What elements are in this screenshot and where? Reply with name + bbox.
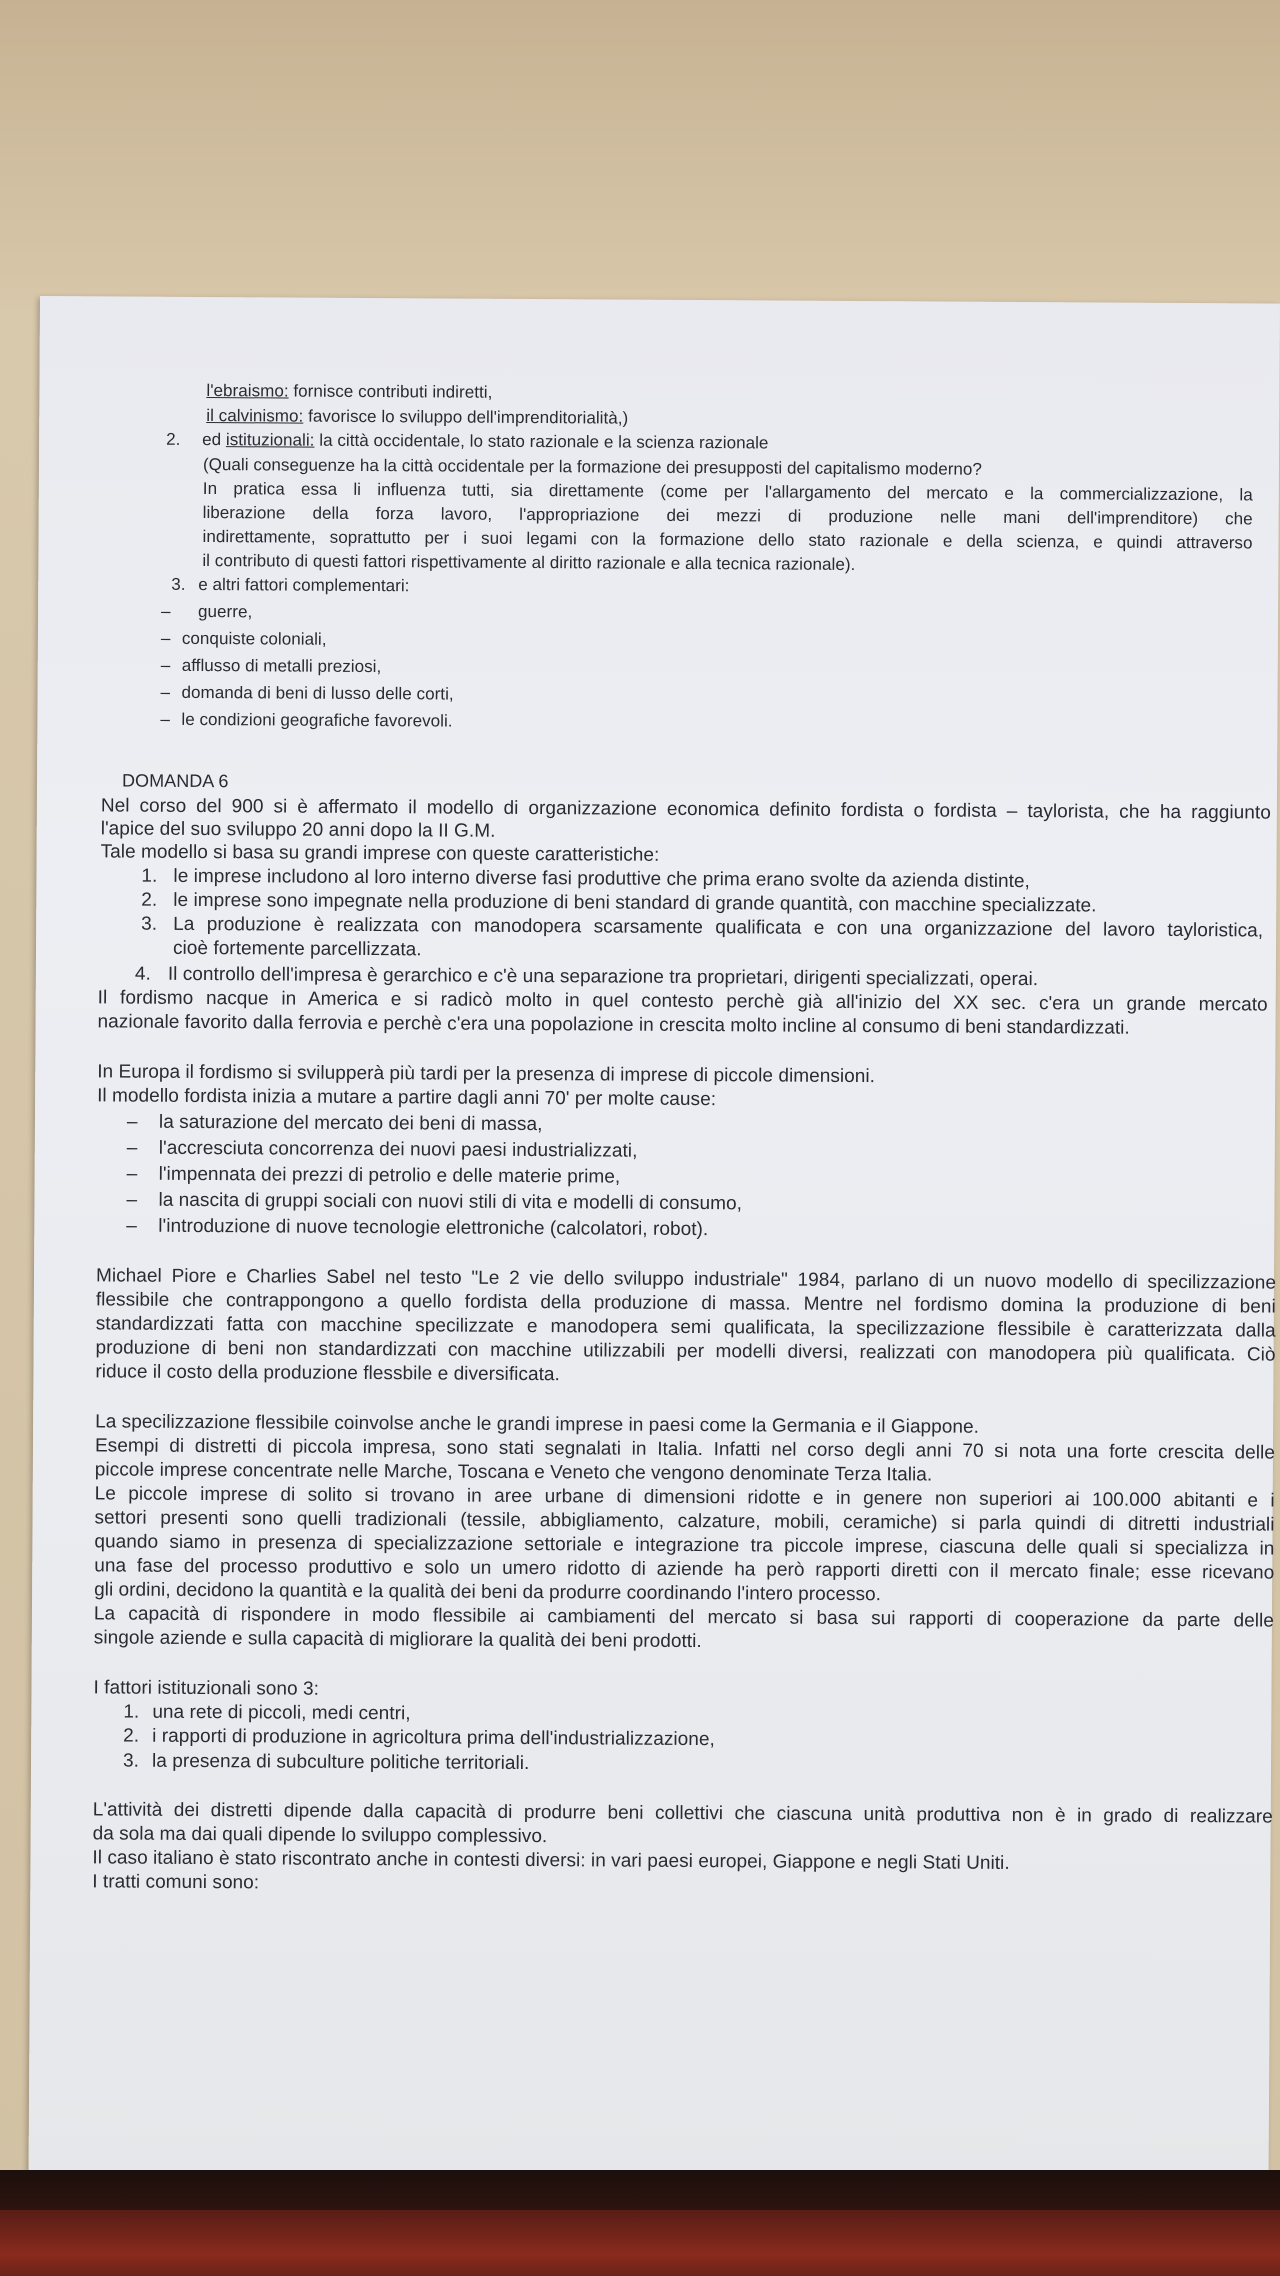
paragraph-line: riduce il costo della produzione flessbile e diversificata. [95,1361,560,1386]
ebraismo-text: fornisce contributi indiretti, [288,381,493,402]
paragraph-line: standardizzati fatta con macchine specilizzate e manodopera semi qualificata, la specilizzazione flessibile è caratterizzata dalla [95,1313,1276,1342]
paragraph-line: indirettamente, soprattutto per i suoi legami con la formazione dello stato razionale e della scienza, e quindi attraverso [202,526,1253,553]
dash-bullet: – [161,601,171,621]
paragraph-line: Nel corso del 900 si è affermato il modello di organizzazione economica definito fordista o fordista – taylorista, che ha raggiunto [100,795,1271,824]
paragraph-line: quando siamo in presenza di specializzazione settoriale e integrazione tra piccole imprese, ciascuna delle quali si specializza in [94,1531,1275,1560]
table-surface [0,2170,1280,2276]
institutional-item: una rete di piccoli, medi centri, [152,1701,411,1725]
paragraph-line: singole aziende e sulla capacità di migliorare la qualità dei beni prodotti. [93,1627,702,1653]
document-page [28,296,1280,2194]
paragraph-line: piccole imprese concentrate nelle Marche, Toscana e Veneto che vengono denominate Terza Italia. [94,1459,933,1486]
item-2-text: la città occidentale, lo stato razionale e la scienza razionale [314,430,769,453]
paragraph-line: Le piccole imprese di solito si trovano in aree urbane di dimensioni ridotte e in genere non superiori ai 100.000 abitanti e i [94,1483,1275,1512]
paragraph-line: liberazione della forza lavoro, l'appropriazione dei mezzi di produzione nelle mani dell'imprenditore) che [202,502,1253,529]
paragraph-line: il contributo di questi fattori rispettivamente al diritto razionale e alla tecnica razionale). [202,550,856,574]
paragraph-line: da sola ma dai quali dipende lo sviluppo complessivo. [92,1823,548,1848]
institutional-item: la presenza di subculture politiche territoriali. [151,1750,530,1775]
cause-item: l'introduzione di nuove tecnologie elettroniche (calcolatori, robot). [158,1215,709,1241]
institutional-number: 3. [122,1750,140,1772]
feature-number: 4. [134,963,151,985]
cause-item: l'impennata dei prezzi di petrolio e delle materie prime, [158,1163,621,1188]
paragraph-line: una fase del processo produttivo e solo un umero ridotto di aziende ha però rapporti diretti con il mercato finale; esse ricevano [94,1555,1275,1584]
item-3-text: e altri fattori complementari: [198,574,410,596]
item-2-prefix: ed [202,429,226,450]
institutional-item: i rapporti di produzione in agricoltura prima dell'industrializzazione, [152,1725,715,1751]
background-wall [0,0,1280,300]
factor-item: le condizioni geografiche favorevoli. [181,709,453,731]
institutional-number: 1. [123,1701,140,1723]
paragraph-line: (Quali conseguenze ha la città occidentale per la formazione dei presupposti del capitalismo moderno? [202,454,983,479]
calvinismo-text: favorisce lo sviluppo dell'imprenditorialità,) [303,406,629,428]
paragraph-line: In Europa il fordismo si svilupperà più tardi per la presenza di imprese di piccole dimensioni. [97,1061,876,1088]
paragraph-line: settori presenti sono quelli tradizionali (tessile, abbigliamento, calzature, mobili, ceramiche) si parla quindi di ditretti industriali [94,1507,1275,1536]
dash-bullet: – [160,682,171,702]
paragraph-line: In pratica essa li influenza tutti, sia direttamente (come per l'allargamento del mercato e la commercializzazione, la [202,478,1253,505]
feature-item-continued: cioè fortemente parcellizzata. [172,937,422,961]
paragraph-line: La specilizzazione flessibile coinvolse anche le grandi imprese in paesi come la Germania e il Giappone. [95,1411,980,1438]
dash-bullet: – [160,709,170,729]
item-2-line [202,428,768,454]
cause-item: la saturazione del mercato dei beni di massa, [158,1111,543,1136]
cause-item: l'accresciuta concorrenza dei nuovi paesi industrializzati, [158,1137,638,1162]
dash-bullet: – [160,655,171,675]
section-heading: I fattori istituzionali sono 3: [93,1677,320,1700]
paragraph-line: Tale modello si basa su grandi imprese con queste caratteristiche: [100,841,660,866]
feature-item: La produzione è realizzata con manodopera scarsamente qualificata e con una organizzazione del lavoro tayloristica, [173,913,1264,942]
calvinismo-term: il calvinismo: [206,406,304,426]
calvinismo-line [206,404,628,430]
factor-item: conquiste coloniali, [181,628,327,649]
factor-item: domanda di beni di lusso delle corti, [181,682,454,704]
paragraph-line: Il modello fordista inizia a mutare a partire dagli anni 70' per molte cause: [97,1085,717,1111]
item-2-number: 2. [166,429,181,449]
paragraph-line: Il fordismo nacque in America e si radicò molto in quel contesto perchè già all'inizio del XX sec. c'era un grande mercato [97,987,1268,1016]
dash-bullet: – [160,628,171,648]
feature-item: le imprese sono impegnate nella produzione di beni standard di grande quantità, con macchine specializzate. [173,889,1097,917]
paragraph-line: produzione di beni non standardizzati con macchine utilizzabili per modelli diversi, realizzati con manodopera più qualificata. Ciò [95,1337,1276,1366]
cause-item: la nascita di gruppi sociali con nuovi stili di vita e modelli di consumo, [158,1189,743,1215]
dash-bullet: – [126,1111,138,1133]
paragraph-line: gli ordini, decidono la quantità e la qualità dei beni da produrre coordinando l'intero processo. [94,1579,882,1606]
factor-item: guerre, [198,601,253,622]
item-2-term: istituzionali: [225,430,315,450]
dash-bullet: – [126,1189,138,1211]
paragraph-line: Michael Piore e Charlies Sabel nel testo "Le 2 vie dello sviluppo industriale" 1984, parlano di un nuovo modello di specilizzazione [95,1265,1277,1294]
ebraismo-term: l'ebraismo: [206,381,289,401]
table-shadow [0,2170,1280,2210]
dash-bullet: – [126,1215,138,1237]
feature-number: 3. [141,913,158,935]
dash-bullet: – [126,1137,138,1159]
feature-item: le imprese includono al loro interno diverse fasi produttive che prima erano svolte da azienda distinte, [173,865,1030,893]
paragraph-line: La capacità di rispondere in modo flessibile ai cambiamenti del mercato si basa sui rapporti di cooperazione da parte delle [93,1603,1274,1632]
feature-item: Il controllo dell'impresa è gerarchico e c'è una separazione tra proprietari, dirigenti specializzati, operai. [167,963,1039,991]
item-3-number: 3. [171,574,186,594]
paragraph-line: nazionale favorito dalla ferrovia e perchè c'era una popolazione in crescita molto incline al consumo di beni standardizzati. [97,1011,1130,1039]
paragraph-line: I tratti comuni sono: [92,1871,260,1894]
factor-item: afflusso di metalli preziosi, [181,655,382,677]
paragraph-line: l'apice del suo sviluppo 20 anni dopo la II G.M. [100,818,496,842]
question-heading: DOMANDA 6 [121,770,229,792]
feature-number: 2. [141,889,158,911]
dash-bullet: – [126,1163,138,1185]
institutional-number: 2. [123,1725,140,1747]
paragraph-line: L'attività dei distretti dipende dalla capacità di produrre beni collettivi che ciascuna unità produttiva non è in grado di realizzare [92,1799,1273,1828]
paragraph-line: flessibile che contrappongono a quello fordista della produzione di massa. Mentre nel fordismo domina la produzione di beni [95,1289,1276,1318]
feature-number: 1. [141,865,158,887]
paragraph-line: Il caso italiano è stato riscontrato anche in contesti diversi: in vari paesi europei, Giappone e negli Stati Uniti. [92,1847,1010,1874]
paragraph-line: Esempi di distretti di piccola impresa, sono stati segnalati in Italia. Infatti nel corso degli anni 70 si nota una forte crescita delle [94,1435,1276,1464]
ebraismo-line [206,379,492,404]
